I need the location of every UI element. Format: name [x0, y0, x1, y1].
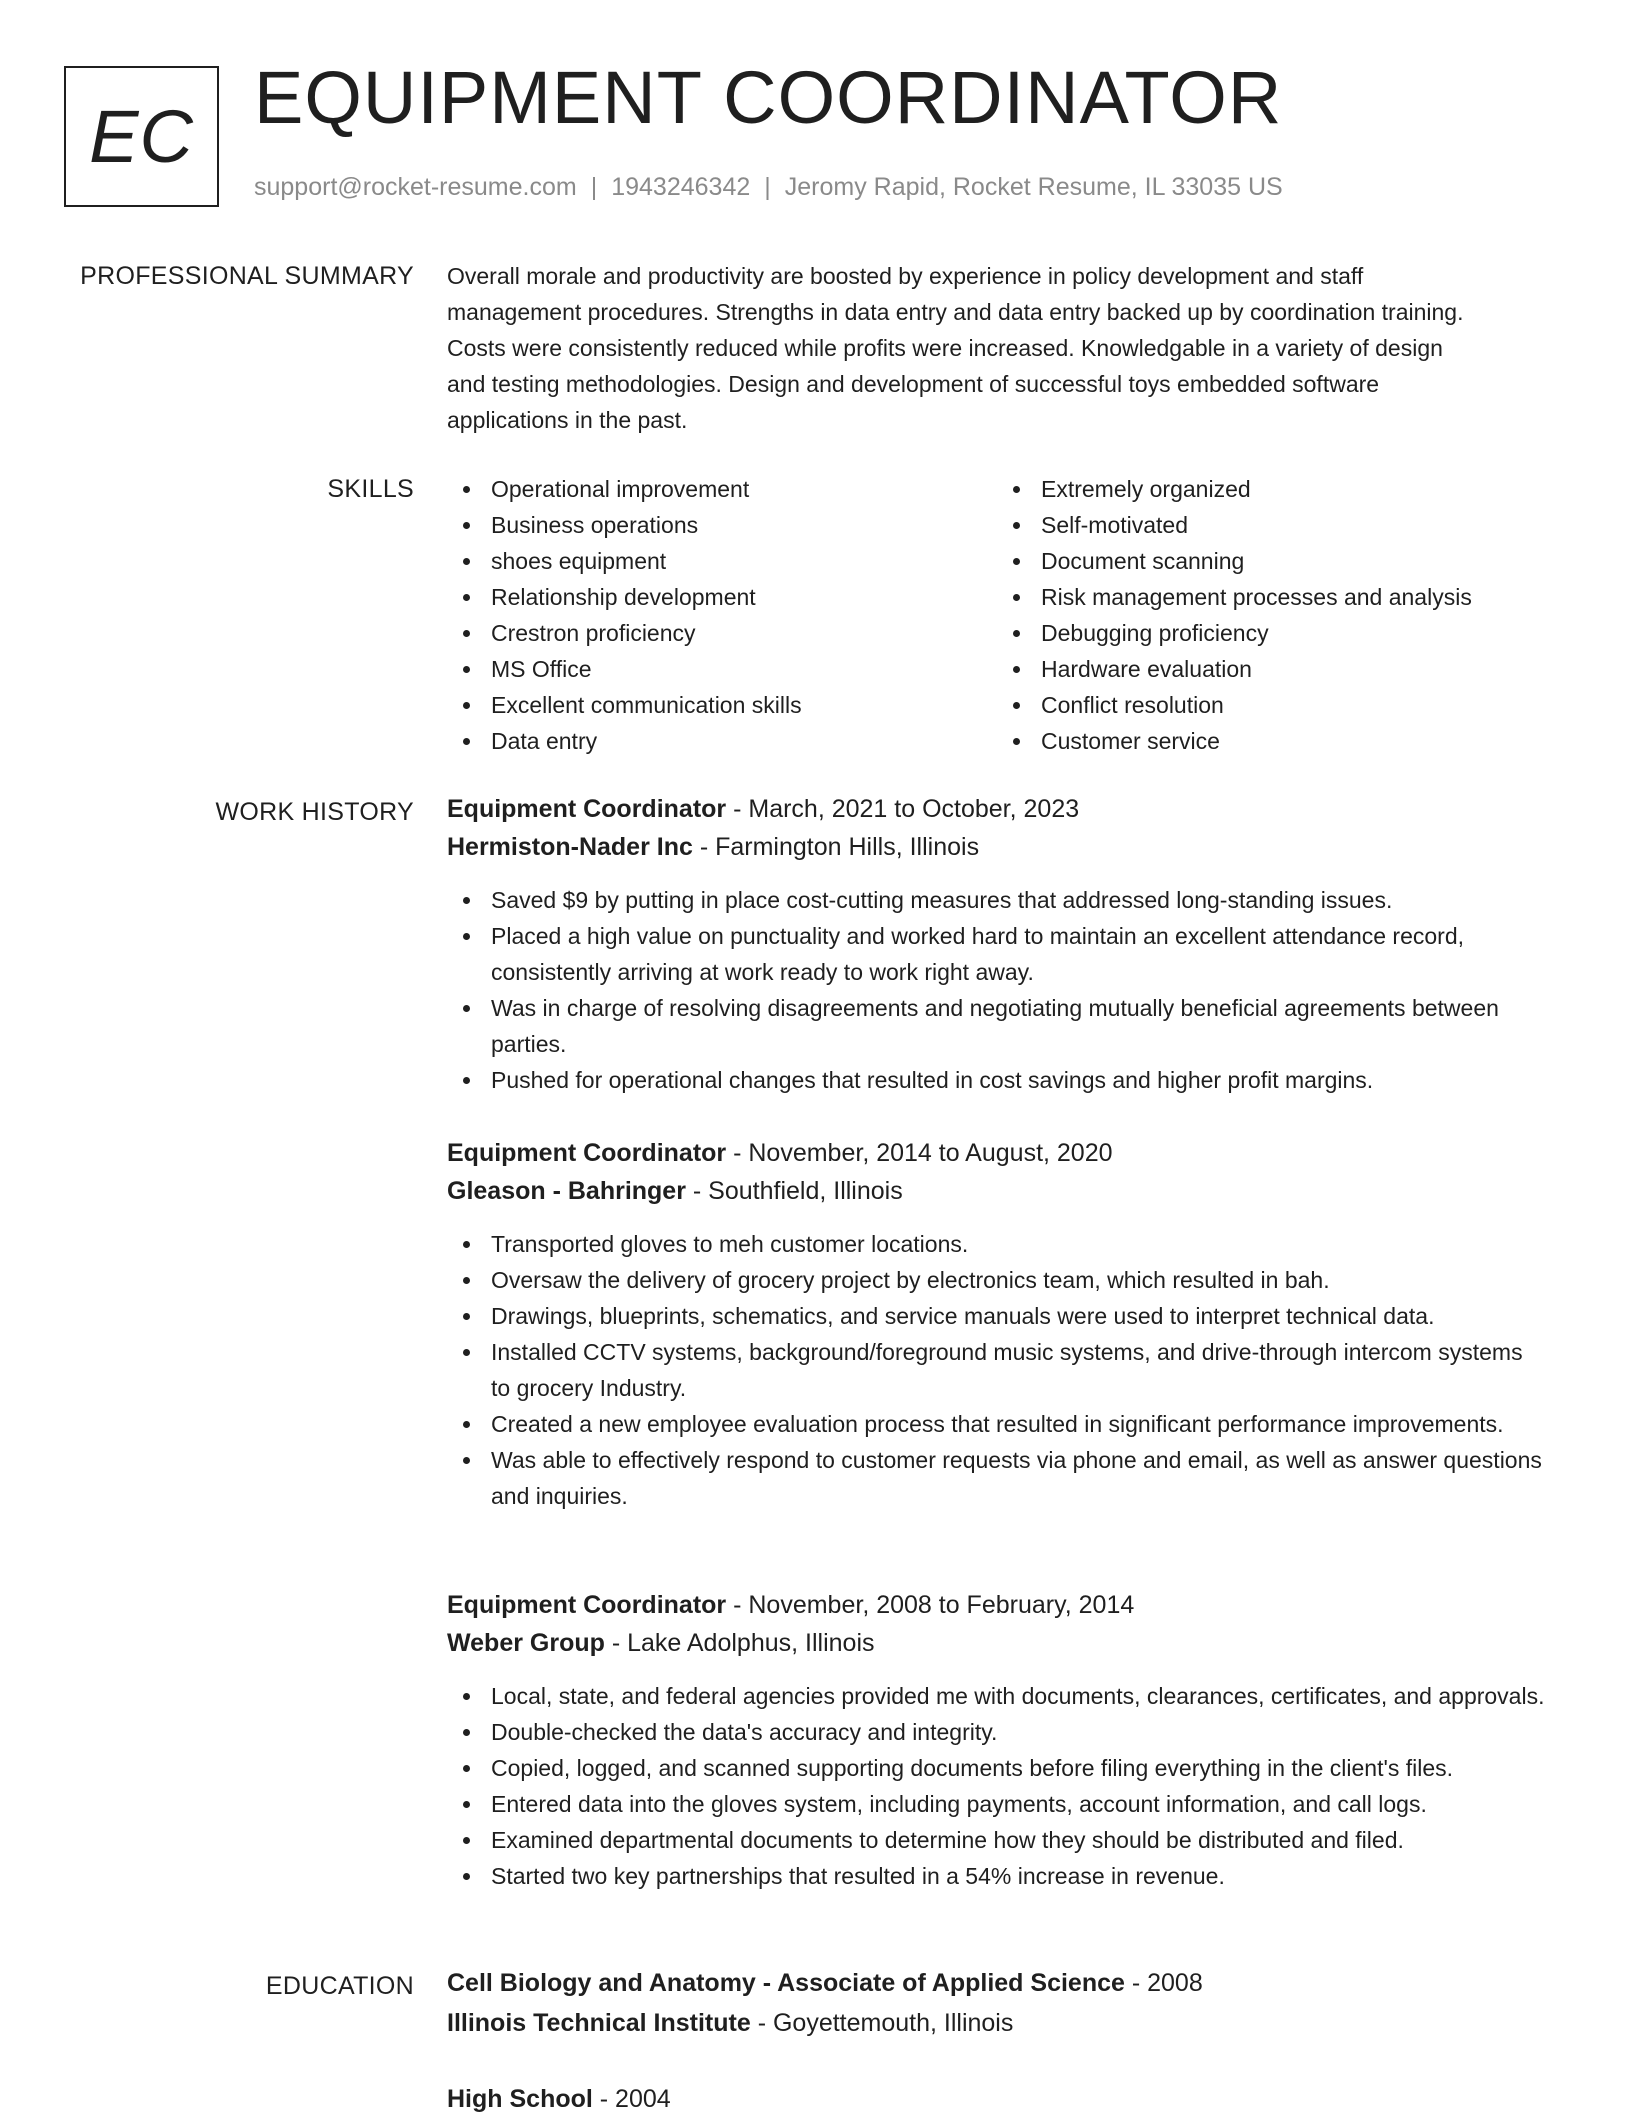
job-dates: - November, 2008 to February, 2014 — [726, 1591, 1135, 1619]
job-company: Hermiston-Nader Inc — [447, 833, 693, 861]
job-bullet: Double-checked the data's accuracy and integrity. — [447, 1714, 1547, 1750]
education-school-line — [447, 2004, 1547, 2042]
job-bullet: Transported gloves to meh customer locations. — [447, 1226, 1547, 1262]
job-bullets — [447, 1226, 1547, 1514]
job-bullet: Saved $9 by putting in place cost-cutting measures that addressed long-standing issues. — [447, 882, 1547, 918]
job-title-line — [447, 790, 1547, 828]
skill-item: Business operations — [447, 507, 997, 543]
skill-item: Data entry — [447, 723, 997, 759]
job-company: Gleason - Bahringer — [447, 1177, 686, 1205]
job-title: Equipment Coordinator — [447, 1139, 727, 1167]
job-bullet: Entered data into the gloves system, including payments, account information, and call logs. — [447, 1786, 1547, 1822]
job-bullet: Was in charge of resolving disagreements and negotiating mutually beneficial agreements between parties. — [447, 990, 1547, 1062]
job-bullet: Started two key partnerships that resulted in a 54% increase in revenue. — [447, 1858, 1547, 1894]
summary-line: Costs were consistently reduced while profits were increased. Knowledgable in a variety of design — [447, 335, 1443, 361]
job-bullet: Examined departmental documents to determine how they should be distributed and filed. — [447, 1822, 1547, 1858]
skill-item: Debugging proficiency — [997, 615, 1547, 651]
job-dates: - March, 2021 to October, 2023 — [726, 795, 1080, 823]
skill-item: Self-motivated — [997, 507, 1547, 543]
skill-item: shoes equipment — [447, 543, 997, 579]
monogram-logo — [64, 66, 219, 207]
job-bullet: Pushed for operational changes that resulted in cost savings and higher profit margins. — [447, 1062, 1547, 1098]
job-title: Equipment Coordinator — [447, 795, 727, 823]
education-degree: Cell Biology and Anatomy - Associate of Applied Science — [447, 1969, 1125, 1997]
section-label-summary: PROFESSIONAL SUMMARY — [80, 262, 414, 290]
education-school: Illinois Technical Institute — [447, 2009, 751, 2037]
job-bullet: Oversaw the delivery of grocery project by electronics team, which resulted in bah. — [447, 1262, 1547, 1298]
monogram-initials: EC — [89, 95, 194, 178]
skill-item: Excellent communication skills — [447, 687, 997, 723]
summary-line: applications in the past. — [447, 407, 688, 433]
education-location: - Goyettemouth, Illinois — [750, 2009, 1014, 2037]
job-bullet: Was able to effectively respond to customer requests via phone and email, as well as answer questions and inquiries. — [447, 1442, 1547, 1514]
education-year: - 2004 — [592, 2085, 671, 2113]
job-title: Equipment Coordinator — [447, 1591, 727, 1619]
resume-title: EQUIPMENT COORDINATOR — [254, 56, 1283, 139]
job-bullet: Local, state, and federal agencies provided me with documents, clearances, certificates, and approvals. — [447, 1678, 1547, 1714]
job-bullets — [447, 1678, 1547, 1894]
section-label-education: EDUCATION — [265, 1972, 414, 2000]
skills-body — [447, 471, 1547, 759]
job-dates: - November, 2014 to August, 2020 — [726, 1139, 1113, 1167]
summary-body — [447, 258, 1547, 438]
job-location: - Lake Adolphus, Illinois — [604, 1629, 875, 1657]
education-degree: High School — [447, 2085, 593, 2113]
skill-item: Document scanning — [997, 543, 1547, 579]
section-label-skills: SKILLS — [327, 475, 414, 503]
job-company-line — [447, 828, 1547, 866]
job-location: - Farmington Hills, Illinois — [692, 833, 980, 861]
job-title-line — [447, 1586, 1547, 1624]
skills-list-right — [997, 471, 1547, 759]
job-bullet: Created a new employee evaluation process that resulted in significant performance improvements. — [447, 1406, 1547, 1442]
skill-item: Relationship development — [447, 579, 997, 615]
skill-item: Crestron proficiency — [447, 615, 997, 651]
contact-address: Jeromy Rapid, Rocket Resume, IL 33035 US — [784, 173, 1283, 201]
job-bullet: Installed CCTV systems, background/foreground music systems, and drive-through intercom systems to grocery Industry. — [447, 1334, 1547, 1406]
section-label-work-history: WORK HISTORY — [215, 798, 414, 826]
contact-separator: | — [764, 173, 771, 201]
summary-line: management procedures. Strengths in data entry and data entry backed up by coordination training. — [447, 299, 1464, 325]
skill-item: Risk management processes and analysis — [997, 579, 1547, 615]
job-bullets — [447, 882, 1547, 1098]
contact-phone[interactable]: 1943246342 — [611, 173, 751, 201]
education-entry — [447, 2080, 1547, 2118]
skill-item: MS Office — [447, 651, 997, 687]
job-location: - Southfield, Illinois — [685, 1177, 903, 1205]
skills-list-left — [447, 471, 997, 759]
education-degree-line — [447, 2080, 1547, 2118]
skill-item: Operational improvement — [447, 471, 997, 507]
job-bullet: Drawings, blueprints, schematics, and service manuals were used to interpret technical data. — [447, 1298, 1547, 1334]
job-bullet: Placed a high value on punctuality and worked hard to maintain an excellent attendance record, consistently arriving at work ready to work right away. — [447, 918, 1547, 990]
summary-line: Overall morale and productivity are boosted by experience in policy development and staff — [447, 263, 1364, 289]
education-degree-line — [447, 1964, 1547, 2002]
job-bullet: Copied, logged, and scanned supporting documents before filing everything in the client's files. — [447, 1750, 1547, 1786]
job-company-line — [447, 1172, 1547, 1210]
skill-item: Conflict resolution — [997, 687, 1547, 723]
education-entry — [447, 1964, 1547, 2042]
contact-separator: | — [590, 173, 598, 201]
contact-line — [254, 173, 1283, 202]
job-company-line — [447, 1624, 1547, 1662]
summary-line: and testing methodologies. Design and development of successful toys embedded software — [447, 371, 1380, 397]
job-entry — [447, 1586, 1547, 1894]
job-title-line — [447, 1134, 1547, 1172]
skill-item: Extremely organized — [997, 471, 1547, 507]
education-year: - 2008 — [1124, 1969, 1203, 1997]
contact-email[interactable]: support@rocket-resume.com — [254, 173, 577, 201]
skill-item: Hardware evaluation — [997, 651, 1547, 687]
job-company: Weber Group — [447, 1629, 605, 1657]
job-entry — [447, 790, 1547, 1098]
job-entry — [447, 1134, 1547, 1514]
skill-item: Customer service — [997, 723, 1547, 759]
